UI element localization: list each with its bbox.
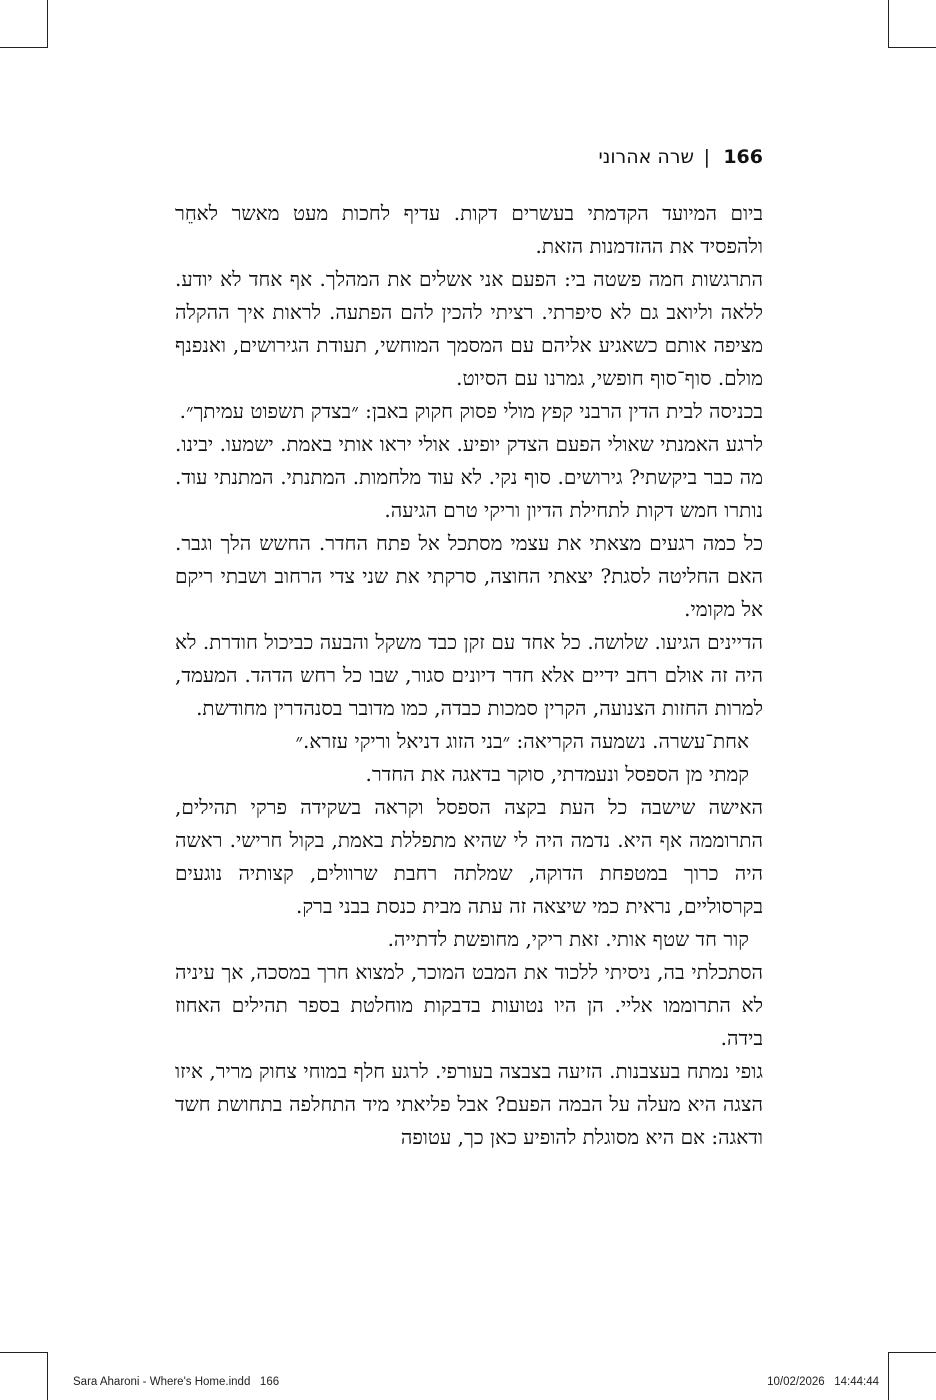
paragraph-8: קמתי מן הספסל ונעמדתי, סוקר בדאגה את החדר. xyxy=(365,762,749,786)
slug-timestamp: 10/02/2026 14:44:44 xyxy=(767,1376,879,1388)
paragraph-9: האישה שישבה כל העת בקצה הספסל וקראה בשקידה פרקי תהילים, התרוממה אף היא. נדמה היה לי שהיא מתפללת באמת, בקול חרישי. ראשה היה כרוך במטפחת הדוקה, שמלתה רחבת שרוולים, קצותיה נוגעים בקרסוליים, נראית כמי שיצאה זה עתה מבית כנסת בבני ברק. xyxy=(175,795,763,918)
paragraph-6: הדיינים הגיעו. שלושה. כל אחד עם זקן כבד משקל והבעה כביכול חודרת. לא היה זה אולם רחב ידיים אלא חדר דיונים סגור, שבו כל רחש הדהד. המעמד, למרות החזות הצנועה, הקרין סמכות כבדה, כמו מדובר בסנהדרין מחודשת. xyxy=(175,630,763,720)
print-slug xyxy=(73,1374,879,1390)
paragraph-2: התרגשות חמה פשטה בי: הפעם אני אשלים את המהלך. אף אחד לא יודע. ללאה וליואב גם לא סיפרתי. רציתי להכין להם הפתעה. לראות איך ההקלה מציפה אותם כשאגיע אליהם עם המסמך המוחשי, תעודת הגירושים, ואנפנף מולם. סוף־סוף חופשי, גמרנו עם הסיוט. xyxy=(175,267,763,390)
page-number: 166 xyxy=(723,146,763,168)
crop-mark-top-left-vertical xyxy=(47,0,48,48)
paragraph-11: הסתכלתי בה, ניסיתי ללכוד את המבט המוכר, למצוא חרך במסכה, אך עיניה לא התרוממו אליי. הן היו נטועות בדבקות מוחלטת בספר תהילים האחוז בידה. xyxy=(175,960,763,1050)
crop-mark-top-right-vertical xyxy=(888,0,889,48)
paragraph-5: כל כמה רגעים מצאתי את עצמי מסתכל אל פתח החדר. החשש הלך וגבר. האם החליטה לסגת? יצאתי החוצה, סרקתי את שני צדי הרחוב ושבתי ריקם אל מקומי. xyxy=(175,531,763,621)
crop-mark-bottom-right-vertical xyxy=(888,1352,889,1400)
header-separator: | xyxy=(703,146,710,168)
slug-filename: Sara Aharoni - Where's Home.indd 166 xyxy=(73,1376,280,1388)
paragraph-12: גופי נמתח בעצבנות. הזיעה בצבצה בעורפי. לרגע חלף במוחי צחוק מריר, איזו הצגה היא מעלה על הבמה הפעם? אבל פליאתי מיד התחלפה בתחושת חשד ודאגה: אם היא מסוגלת להופיע כאן כך, עטופה xyxy=(175,1059,763,1149)
paragraph-10: קור חד שטף אותי. זאת ריקי, מחופשת לדתייה. xyxy=(387,927,749,951)
paragraph-4: לרגע האמנתי שאולי הפעם הצדק יופיע. אולי יראו אותי באמת. ישמעו. יבינו. מה כבר ביקשתי? גירושים. סוף נקי. לא עוד מלחמות. המתנתי. המתנתי עוד. נותרו חמש דקות לתחילת הדיון וריקי טרם הגיעה. xyxy=(175,432,763,522)
author-name: שרה אהרוני xyxy=(598,146,694,168)
crop-mark-bottom-right-horizontal xyxy=(888,1352,936,1353)
crop-mark-bottom-left-horizontal xyxy=(0,1352,48,1353)
paragraph-3: בכניסה לבית הדין הרבני קפץ מולי פסוק חקוק באבן: ״בצדק תשפוט עמיתך״. xyxy=(179,399,763,423)
paragraph-7: אחת־עשרה. נשמעה הקריאה: ״בני הזוג דניאל וריקי עזרא.״ xyxy=(295,729,749,753)
crop-mark-top-right-horizontal xyxy=(888,47,936,48)
paragraph-1: ביום המיועד הקדמתי בעשרים דקות. עדיף לחכות מעט מאשר לאחֵר ולהפסיד את ההזדמנות הזאת. xyxy=(175,201,763,258)
body-text xyxy=(175,197,763,1154)
crop-mark-bottom-left-vertical xyxy=(47,1352,48,1400)
running-head xyxy=(175,142,763,172)
crop-mark-top-left-horizontal xyxy=(0,47,48,48)
